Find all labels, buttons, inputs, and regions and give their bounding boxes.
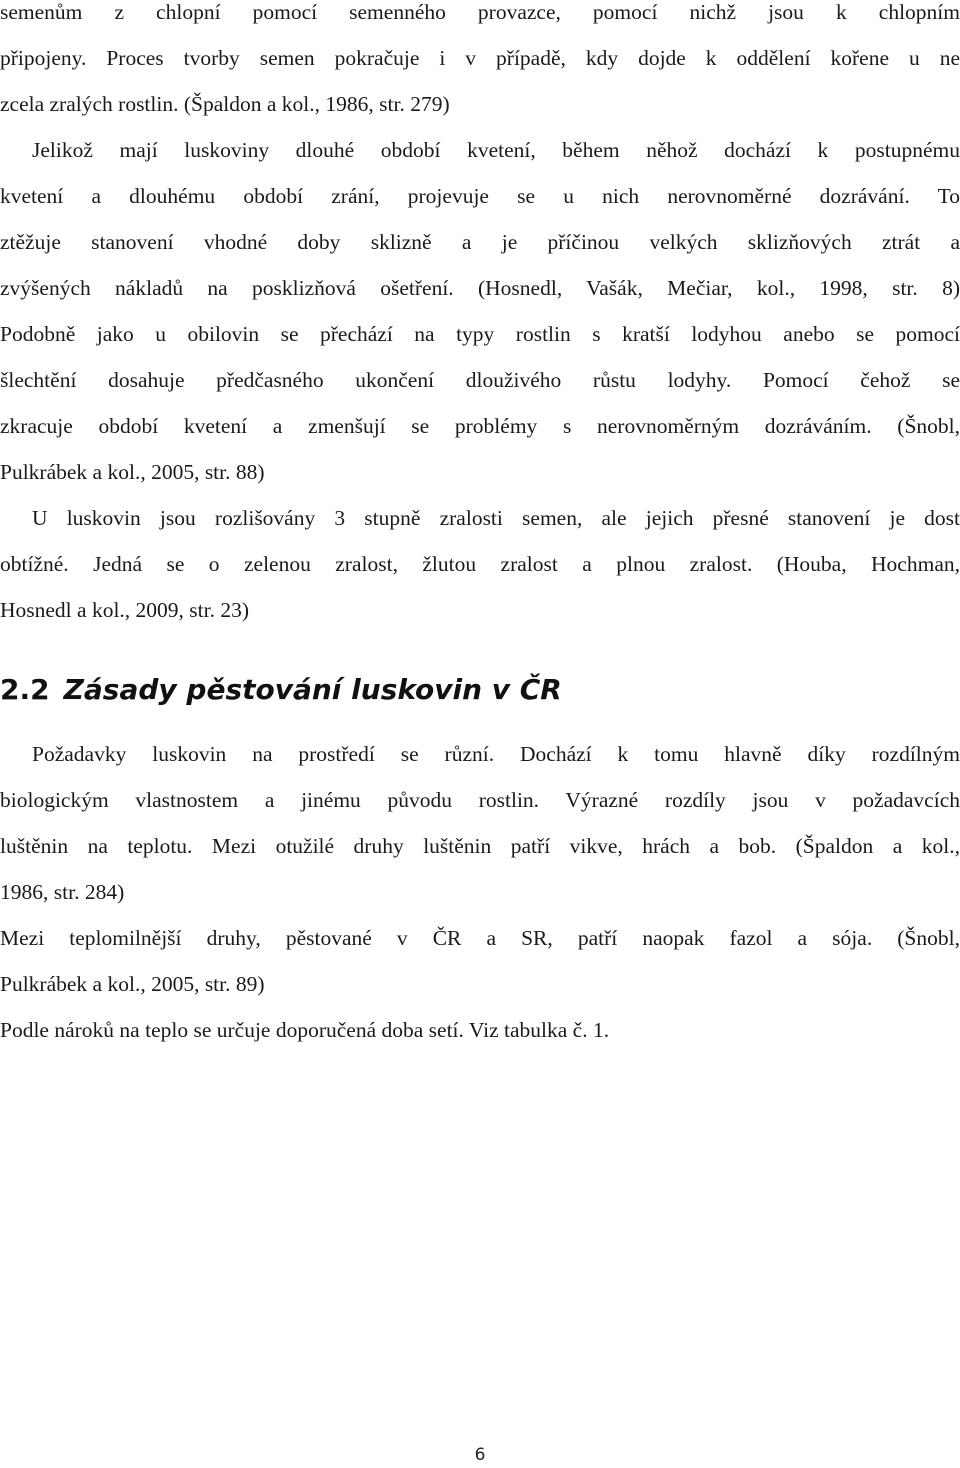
- paragraph3-line2: obtížné. Jedná se o zelenou zralost, žlutou zralost a plnou zralost. (Houba, Hochman,: [0, 552, 960, 576]
- paragraph3-line3: Hosnedl a kol., 2009, str. 23): [0, 598, 250, 622]
- paragraph2-line7: zkracuje období kvetení a zmenšují se problémy s nerovnoměrným dozráváním. (Šnobl,: [0, 414, 960, 438]
- paragraph2-line4: zvýšených nákladů na posklizňová ošetření. (Hosnedl, Vašák, Mečiar, kol., 1998, str. 8): [0, 276, 960, 300]
- paragraph5-line2: Pulkrábek a kol., 2005, str. 89): [0, 972, 265, 996]
- paragraph3-line1: U luskovin jsou rozlišovány 3 stupně zralosti semen, ale jejich přesné stanovení je dost: [32, 506, 960, 530]
- paragraph2-line5: Podobně jako u obilovin se přechází na typy rostlin s kratší lodyhou anebo se pomocí: [0, 322, 960, 346]
- paragraph1-line3: zcela zralých rostlin. (Špaldon a kol., 1986, str. 279): [0, 92, 450, 116]
- paragraph4-line3: luštěnin na teplotu. Mezi otužilé druhy luštěnin patří vikve, hrách a bob. (Špaldon a kol.,: [0, 834, 960, 858]
- paragraph2-line6: šlechtění dosahuje předčasného ukončení dlouživého růstu lodyhy. Pomocí čehož se: [0, 368, 960, 392]
- section-title: Zásady pěstování luskovin v ČR: [63, 673, 562, 706]
- section-number: 2.2: [0, 673, 50, 706]
- paragraph4-line1: Požadavky luskovin na prostředí se různí. Dochází k tomu hlavně díky rozdílným: [32, 742, 960, 766]
- paragraph2-line2: kvetení a dlouhému období zrání, projevuje se u nich nerovnoměrné dozrávání. To: [0, 184, 960, 208]
- paragraph1-line2: připojeny. Proces tvorby semen pokračuje i v případě, kdy dojde k oddělení kořene u ne: [0, 46, 960, 70]
- paragraph4-line4: 1986, str. 284): [0, 880, 125, 904]
- paragraph1-line1: semenům z chlopní pomocí semenného provazce, pomocí nichž jsou k chlopním: [0, 0, 960, 24]
- paragraph5-line1: Mezi teplomilnější druhy, pěstované v ČR a SR, patří naopak fazol a sója. (Šnobl,: [0, 926, 960, 950]
- paragraph2-line3: ztěžuje stanovení vhodné doby sklizně a je příčinou velkých sklizňových ztrát a: [0, 230, 960, 254]
- paragraph2-line1: Jelikož mají luskoviny dlouhé období kvetení, během něhož dochází k postupnému: [32, 138, 960, 162]
- paragraph2-line8: Pulkrábek a kol., 2005, str. 88): [0, 460, 265, 484]
- paragraph4-line2: biologickým vlastnostem a jinému původu rostlin. Výrazné rozdíly jsou v požadavcích: [0, 788, 960, 812]
- section-heading: [0, 672, 562, 708]
- paragraph6-line1: Podle nároků na teplo se určuje doporučená doba setí. Viz tabulka č. 1.: [0, 1018, 610, 1042]
- page-number: 6: [474, 1445, 486, 1465]
